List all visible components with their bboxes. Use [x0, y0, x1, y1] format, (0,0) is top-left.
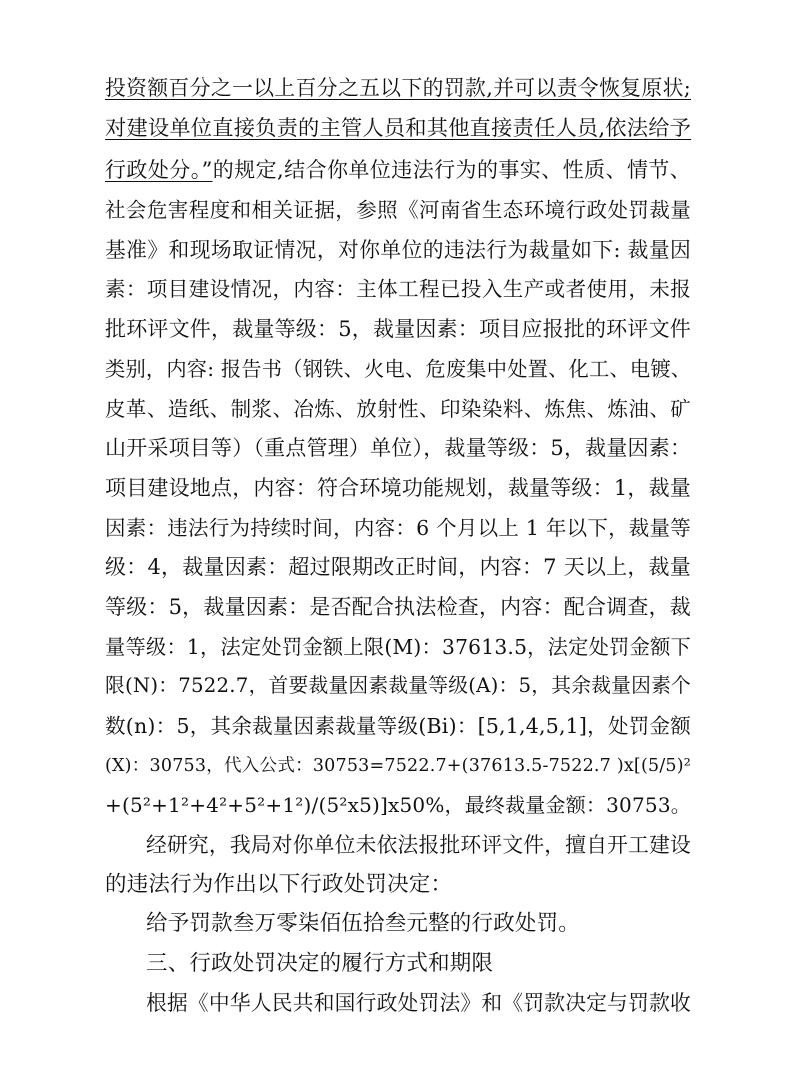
body-text: 项目建设地点，内容：符合环境功能规划，裁量等级：1，裁量 — [105, 476, 691, 500]
body-text: 限(N)：7522.7，首要裁量因素裁量等级(A)：5，其余裁量因素个 — [105, 674, 691, 697]
body-text: 经研究，我局对你单位未依法报批环评文件，擅自开工建设 — [146, 833, 691, 857]
text-line — [105, 547, 691, 587]
text-line — [105, 785, 691, 825]
body-text: 因素：违法行为持续时间，内容：6 个月以上 1 年以下，裁量等 — [105, 516, 691, 540]
body-text: 的违法行为作出以下行政处罚决定： — [105, 872, 453, 897]
underlined-text: 行政处分。” — [105, 158, 213, 182]
text-line — [105, 666, 691, 706]
text-line — [105, 627, 691, 667]
heading-text: 三、行政处罚决定的履行方式和期限 — [146, 951, 494, 976]
text-line — [146, 825, 691, 865]
text-line — [105, 746, 691, 786]
text-line — [105, 468, 691, 508]
body-text: +(5²+1²+4²+5²+1²)/(5²x5)]x50%，最终裁量金额：30753。 — [105, 793, 691, 817]
body-text: 皮革、造纸、制浆、冶炼、放射性、印染染料、炼焦、炼油、矿 — [105, 397, 691, 421]
body-text: (X)：30753，代入公式：30753=7522.7+(37613.5-7522.7 )x[(5/5)² — [105, 756, 691, 776]
body-text: 等级：5，裁量因素：是否配合执法检查，内容：配合调查，裁 — [105, 595, 691, 619]
text-line — [105, 349, 691, 389]
text-line — [105, 428, 691, 468]
text-line — [146, 904, 691, 944]
body-text: 类别，内容: 报告书（钢铁、火电、危废集中处置、化工、电镀、 — [105, 357, 692, 381]
text-line — [105, 508, 691, 548]
body-text: 素：项目建设情况，内容：主体工程已投入生产或者使用，未报 — [105, 277, 691, 301]
body-text: 的规定,结合你单位违法行为的事实、性质、情节、 — [212, 158, 691, 182]
body-text: 山开采项目等）（重点管理）单位），裁量等级：5，裁量因素： — [105, 436, 692, 460]
text-line — [105, 109, 691, 149]
body-text: 给予罚款叁万零柒佰伍拾叁元整的行政处罚。 — [146, 911, 581, 936]
body-text: 级：4，裁量因素：超过限期改正时间，内容：7 天以上，裁量 — [105, 555, 691, 579]
text-line — [105, 230, 691, 270]
text-line — [105, 309, 691, 349]
text-line — [105, 190, 691, 230]
section-heading — [146, 944, 691, 984]
body-text: 批环评文件，裁量等级：5，裁量因素：项目应报批的环评文件 — [105, 317, 691, 341]
body-text: 基准》和现场取证情况，对你单位的违法行为裁量如下: 裁量因 — [105, 238, 691, 262]
body-text: 数(n)：5，其余裁量因素裁量等级(Bi)：[5,1,4,5,1]，处罚金额 — [105, 714, 691, 738]
text-line — [105, 865, 691, 905]
text-line — [105, 706, 691, 746]
text-line — [105, 150, 691, 190]
body-text: 根据《中华人民共和国行政处罚法》和《罚款决定与罚款收 — [146, 991, 691, 1015]
body-text: 量等级：1，法定处罚金额上限(M)：37613.5，法定处罚金额下 — [105, 635, 691, 659]
text-line — [105, 269, 691, 309]
underlined-text: 对建设单位直接负责的主管人员和其他直接责任人员,依法给予 — [105, 116, 692, 141]
body-text: 社会危害程度和相关证据，参照《河南省生态环境行政处罚裁量 — [105, 198, 691, 222]
text-line — [105, 587, 691, 627]
underlined-text: 投资额百分之一以上百分之五以下的罚款,并可以责令恢复原状; — [105, 76, 691, 100]
text-line — [146, 983, 691, 1023]
text-line — [105, 389, 691, 429]
text-line — [105, 68, 691, 108]
